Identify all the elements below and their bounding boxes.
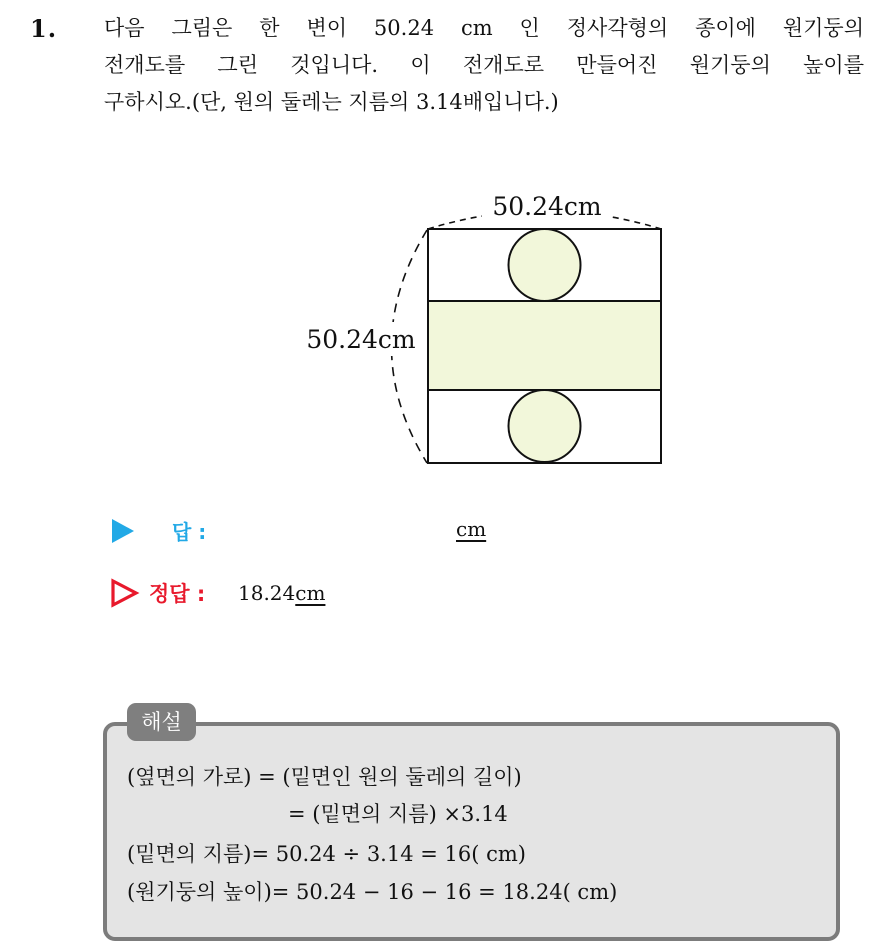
answer-row — [108, 513, 608, 545]
correct-answer-row — [108, 577, 608, 609]
play-triangle-icon — [112, 519, 134, 543]
answer-unit: cm — [456, 517, 487, 541]
correct-number: 18.24 — [238, 581, 296, 605]
explanation-line: (원기둥의 높이)= 50.24 − 16 − 16 = 18.24( cm) — [127, 880, 618, 904]
explanation-tag: 해설 — [127, 703, 196, 741]
correct-unit: cm — [295, 581, 326, 605]
explanation-line: (옆면의 가로) = (밑면인 원의 둘레의 길이) — [127, 765, 522, 789]
question-line: 구하시오.(단, 원의 둘레는 지름의 3.14배입니다.) — [104, 90, 559, 114]
top-base-circle — [509, 229, 581, 301]
bottom-base-circle — [509, 390, 581, 462]
correct-answer-label: 정답 : — [149, 582, 206, 606]
top-length-label: 50.24cm — [492, 192, 602, 221]
outline-triangle-icon — [110, 578, 140, 608]
explanation-line: = (밑면의 지름) ×3.14 — [288, 802, 508, 826]
question-line: 전개도를 그린 것입니다. 이 전개도로 만들어진 원기둥의 높이를 — [104, 53, 864, 77]
side-length-label: 50.24cm — [306, 325, 416, 354]
answer-label: 답 : — [172, 520, 207, 544]
explanation-box — [103, 722, 840, 941]
lateral-face — [428, 301, 661, 390]
question-number: 1. — [30, 14, 58, 43]
explanation-line: (밑면의 지름)= 50.24 ÷ 3.14 = 16( cm) — [127, 842, 526, 866]
correct-answer-value — [238, 581, 325, 605]
question-line: 다음 그림은 한 변이 50.24 cm 인 정사각형의 종이에 원기둥의 — [104, 16, 864, 40]
